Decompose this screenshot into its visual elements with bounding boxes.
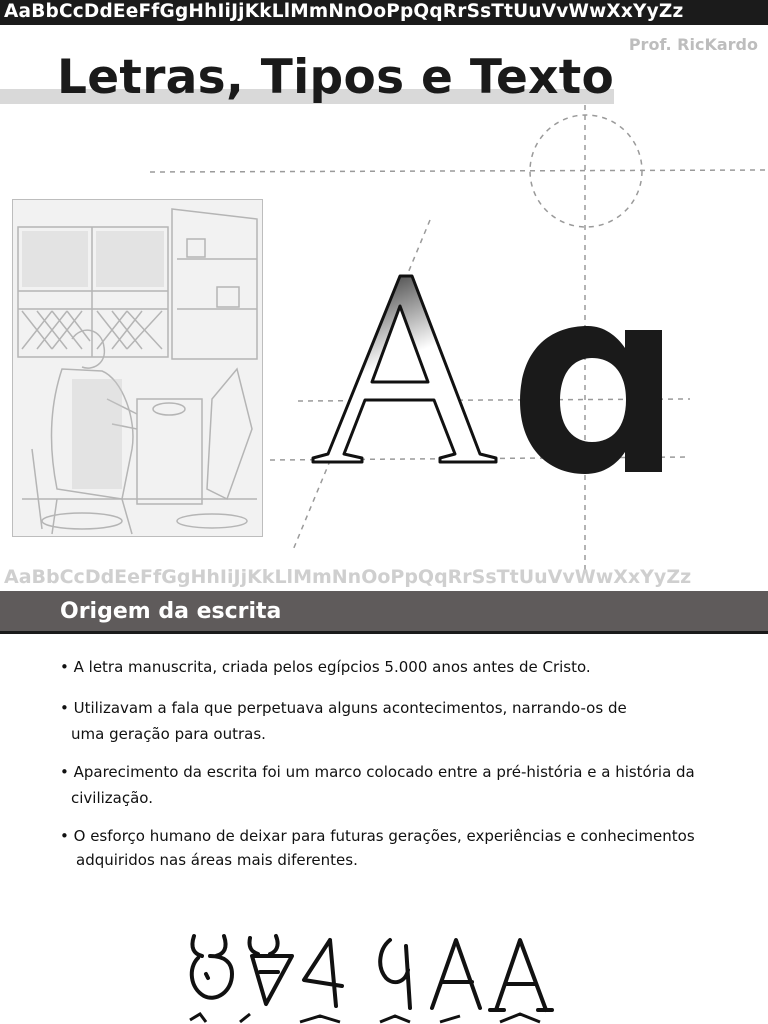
page-title: Letras, Tipos e Texto <box>57 50 615 105</box>
capital-a-glyph <box>313 276 496 462</box>
alphabet-evolution-glyphs-icon <box>180 926 580 1024</box>
bullet-item-4-line-1: • O esforço humano de deixar para futuras gerações, experiências e conhecimentos <box>60 827 695 845</box>
alphabet-strip: AaBbCcDdEeFfGgHhIiJjKkLlMmNnOoPpQqRrSsTtUuVvWwXxYyZz <box>4 566 692 588</box>
section-title: Origem da escrita <box>60 599 282 624</box>
alphabet-banner-text: AaBbCcDdEeFfGgHhIiJjKkLlMmNnOoPpQqRrSsTtUuVvWwXxYyZz <box>4 1 684 22</box>
bullet-item-2-line-2: uma geração para outras. <box>71 725 266 743</box>
author-name: Prof. RicKardo <box>628 35 758 54</box>
bullet-item-3-line-2: civilização. <box>71 789 153 807</box>
bullet-item-4-line-2: adquiridos nas áreas mais diferentes. <box>76 851 358 869</box>
bullet-item-3-line-1: • Aparecimento da escrita foi um marco colocado entre a pré-história e a história da <box>60 763 695 781</box>
section-header <box>0 591 768 634</box>
bullet-item-2-line-1: • Utilizavam a fala que perpetuava alguns acontecimentos, narrando-os de <box>60 699 627 717</box>
bullet-item-1-line-1: • A letra manuscrita, criada pelos egípcios 5.000 anos antes de Cristo. <box>60 658 591 676</box>
